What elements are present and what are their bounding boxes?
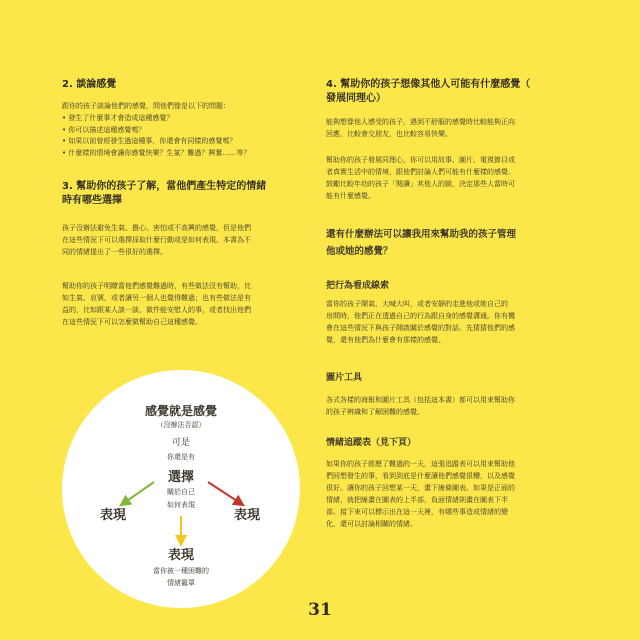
diagram-but: 可是 [171, 438, 190, 448]
text-line: 的孩子辨識和了解困難的感覺。 [326, 408, 424, 416]
text-line: 會在這些情況下與孩子開啟關於感覺的對話。先猜猜他們的感 [326, 324, 515, 332]
diagram-how-express: 如何表現 [167, 501, 195, 509]
text-line: 化，還可以討論相關的情緒。 [326, 520, 417, 528]
text-line: 幫助你的孩子明瞭當他們感覺難過時，有些做法沒有幫助，比 [62, 282, 251, 290]
section-4-title-line: 發展同理心） [326, 93, 386, 104]
text-line: 各式各樣的海報和圖片工具（包括這本書）都可以用來幫助你 [326, 396, 515, 404]
page-number: 31 [308, 600, 332, 620]
question-heading-line: 還有什麼辦法可以讓我用來幫助我的孩子管理 [326, 229, 517, 240]
text-line: 房間時，他們正在透過自己的行為跟自身的感覺溝通。你有機 [326, 312, 515, 320]
diagram-title: 感覺就是感覺 [144, 404, 217, 418]
text-line: 益的，比如跟某人談一談、做件能安慰人的事，或者找出他們 [62, 306, 251, 314]
list-item: • 什麼樣的情境會讓你感覺快樂？生氣？難過？興奮……等？ [62, 148, 310, 160]
diagram-right-outcome: 表現 [234, 508, 261, 523]
section-3-paragraph-1 [62, 222, 312, 258]
text-line: 部。接下來可以標示出在這一天裡，有哪些事造成情緒的變 [326, 508, 508, 516]
text-line: 能有什麼感覺。 [326, 192, 375, 200]
section-3-title-line: 3. 幫助你的孩子了解，當他們產生特定的情緒 [62, 181, 267, 192]
diagram-bottom-note: 當你被一種困難的 [153, 567, 209, 575]
list-item: • 發生了什麼事才會造成這種感覺？ [62, 113, 310, 125]
question-heading-line: 他或她的感覺？ [326, 246, 393, 257]
picture-tools-paragraph [326, 394, 576, 418]
text-line: 在這些情況下可以選擇採取什麼行動或是如何表現。本書為不 [62, 236, 251, 244]
text-line: 如果你的孩子經歷了難過的一天，這張追蹤表可以用來幫助他 [326, 460, 515, 468]
text-line: 回應，比較會交朋友，也比較容易快樂。 [326, 130, 452, 138]
diagram-subtitle: （沒辦法否認） [156, 421, 206, 429]
diagram-you-have: 你還是有 [167, 453, 195, 461]
diagram-arrows [62, 370, 300, 608]
green-arrow-icon [124, 482, 154, 503]
diagram-about-self: 關於自己 [167, 488, 195, 496]
text-line: 能夠想像他人感受的孩子，遇到不舒服的感覺時比較能夠正向 [326, 118, 515, 126]
section-2-bullets [62, 113, 310, 159]
text-line: 情緒，就把線畫在圖表的上半部，負面情緒則畫在圖表下半 [326, 496, 508, 504]
section-3-title [62, 180, 312, 208]
section-3-paragraph-2 [62, 280, 312, 328]
emotion-tracker-title: 情緒追蹤表（見下頁） [326, 438, 417, 448]
text-line: 者真實生活中的情境，跟他們討論人們可能有什麼樣的感覺。 [326, 168, 515, 176]
section-2-intro: 跟你的孩子談論他們的感覺，問他們像是以下的問題： [62, 102, 230, 110]
red-arrow-icon [208, 482, 240, 503]
behaviour-clue-paragraph [326, 298, 576, 346]
diagram-left-outcome: 表現 [100, 508, 127, 523]
text-line: 孩子沒辦法避免生氣、擔心、害怕或不高興的感覺，但是他們 [62, 224, 251, 232]
emotion-tracker-paragraph [326, 458, 576, 530]
text-line: 鼓勵比較年幼的孩子「閱讀」其他人的臉，決定那些人當時可 [326, 180, 515, 188]
section-4-title [326, 78, 586, 106]
section-4-paragraph-2 [326, 154, 576, 202]
text-line: 幫助你的孩子發展同理心，你可以用故事、圖片、電視節目或 [326, 156, 515, 164]
behaviour-clue-title: 把行為看成線索 [326, 281, 390, 291]
section-3-title-line: 時有哪些選擇 [62, 195, 122, 206]
section-4-title-line: 4. 幫助你的孩子想像其他人可能有什麼感覺（ [326, 79, 531, 90]
text-line: 如生氣、哀號，或者讓另一個人也覺得難過；也有些做法是有 [62, 294, 251, 302]
diagram-bottom-note: 情緒籠罩 [167, 579, 195, 587]
list-item: • 如果以前曾經發生過這種事，你還會有同樣的感覺嗎？ [62, 136, 310, 148]
text-line: 當你的孩子鬧氣、大喊大叫，或者安靜的走進他或她自己的 [326, 300, 508, 308]
text-line: 很好。讓你的孩子回想某一天，畫下線條圖表。如果是正面的 [326, 484, 515, 492]
section-2-title: 2. 談論感覺 [62, 79, 117, 90]
question-heading [326, 226, 576, 260]
section-4-paragraph-1 [326, 116, 576, 140]
text-line: 同的情緒提出了一些很好的選擇。 [62, 248, 167, 256]
feelings-choice-diagram [62, 370, 300, 608]
diagram-choice: 選擇 [167, 470, 194, 485]
text-line: 覺，還有他們為什麼會有那樣的感覺。 [326, 336, 445, 344]
list-item: • 你可以描述這種感覺嗎？ [62, 125, 310, 137]
diagram-bottom-outcome: 表現 [167, 548, 194, 563]
text-line: 們回想發生的事，看到到底是什麼讓他們感覺很糟，以及感覺 [326, 472, 515, 480]
picture-tools-title: 圖片工具 [326, 373, 363, 383]
text-line: 在這些情況下可以怎麼做幫助自己這種感覺。 [62, 318, 202, 326]
